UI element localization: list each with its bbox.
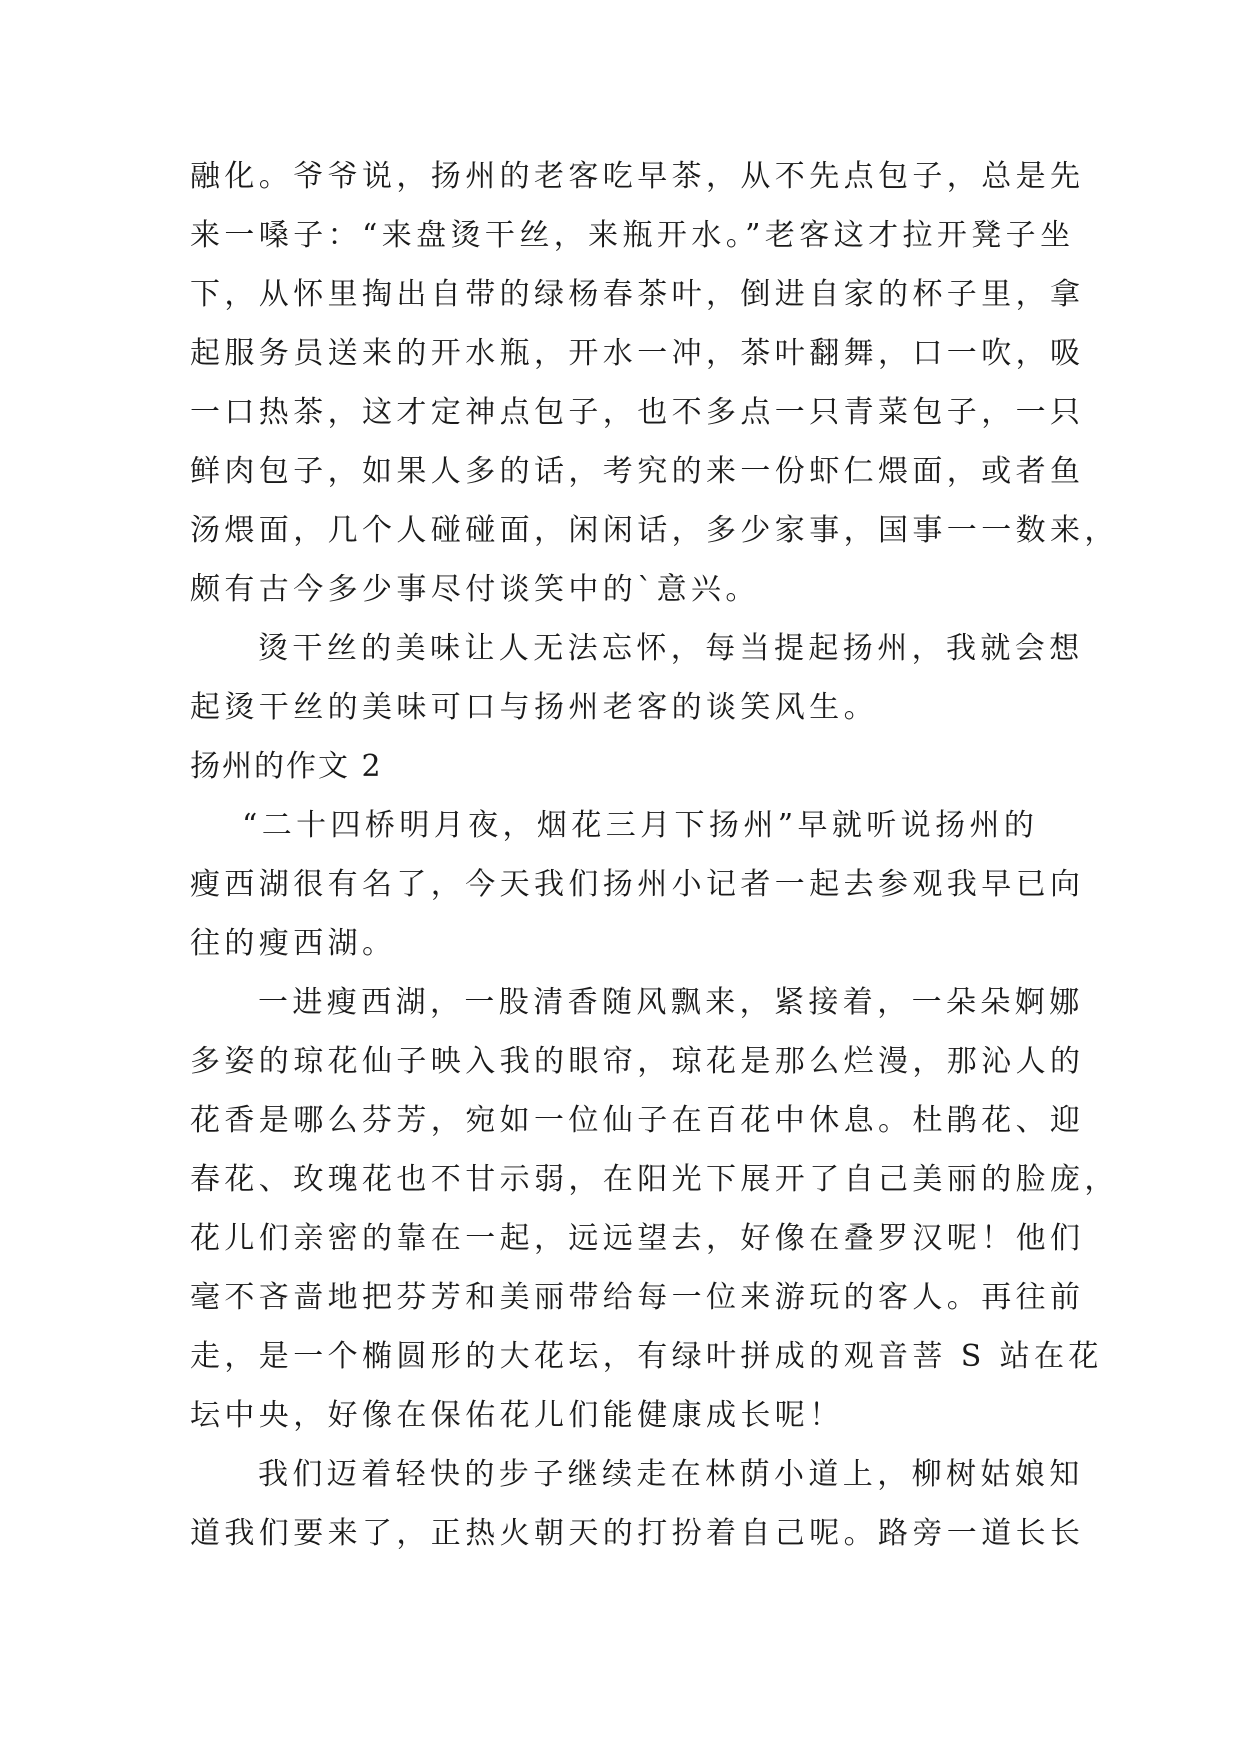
text-line: 往的瘦西湖。 <box>190 926 397 961</box>
text-line: 汤煨面，几个人碰碰面，闲闲话，多少家事，国事一一数来， <box>190 513 1119 548</box>
section-heading: 扬州的作文 2 <box>190 749 383 784</box>
text-line: 瘦西湖很有名了，今天我们扬州小记者一起去参观我早已向 <box>190 867 1085 902</box>
text-line: 花香是哪么芬芳，宛如一位仙子在百花中休息。杜鹃花、迎 <box>190 1103 1085 1138</box>
body-text <box>190 147 1119 1563</box>
text-line: 一口热茶，这才定神点包子，也不多点一只青菜包子，一只 <box>190 395 1085 430</box>
text-line: 来一嗓子：“来盘烫干丝，来瓶开水。”老客这才拉开凳子坐 <box>190 218 1075 253</box>
text-line: 鲜肉包子，如果人多的话，考究的来一份虾仁煨面，或者鱼 <box>190 454 1085 489</box>
text-line: 融化。爷爷说，扬州的老客吃早茶，从不先点包子，总是先 <box>190 159 1085 194</box>
text-line: 春花、玫瑰花也不甘示弱，在阳光下展开了自己美丽的脸庞， <box>190 1162 1119 1197</box>
text-line: 起服务员送来的开水瓶，开水一冲，茶叶翻舞，口一吹，吸 <box>190 336 1085 371</box>
text-line: 花儿们亲密的靠在一起，远远望去，好像在叠罗汉呢！他们 <box>190 1221 1085 1256</box>
text-line: 走，是一个椭圆形的大花坛，有绿叶拼成的观音菩 S 站在花 <box>190 1339 1103 1374</box>
paragraph-start-line: “二十四桥明月夜，烟花三月下扬州”早就听说扬州的 <box>242 808 1039 843</box>
paragraph-start-line: 一进瘦西湖，一股清香随风飘来，紧接着，一朵朵婀娜 <box>258 985 1084 1020</box>
text-line: 道我们要来了，正热火朝天的打扮着自己呢。路旁一道长长 <box>190 1516 1085 1551</box>
text-line: 多姿的琼花仙子映入我的眼帘，琼花是那么烂漫，那沁人的 <box>190 1044 1085 1079</box>
text-line: 颇有古今多少事尽付谈笑中的`意兴。 <box>190 572 760 607</box>
text-line: 坛中央，好像在保佑花儿们能健康成长呢！ <box>190 1398 844 1433</box>
paragraph-start-line: 我们迈着轻快的步子继续走在林荫小道上，柳树姑娘知 <box>258 1457 1084 1492</box>
paragraph-start-line: 烫干丝的美味让人无法忘怀，每当提起扬州，我就会想 <box>258 631 1084 666</box>
text-line: 起烫干丝的美味可口与扬州老客的谈笑风生。 <box>190 690 878 725</box>
text-line: 下，从怀里掏出自带的绿杨春茶叶，倒进自家的杯子里，拿 <box>190 277 1085 312</box>
text-line: 毫不吝啬地把芬芳和美丽带给每一位来游玩的客人。再往前 <box>190 1280 1085 1315</box>
